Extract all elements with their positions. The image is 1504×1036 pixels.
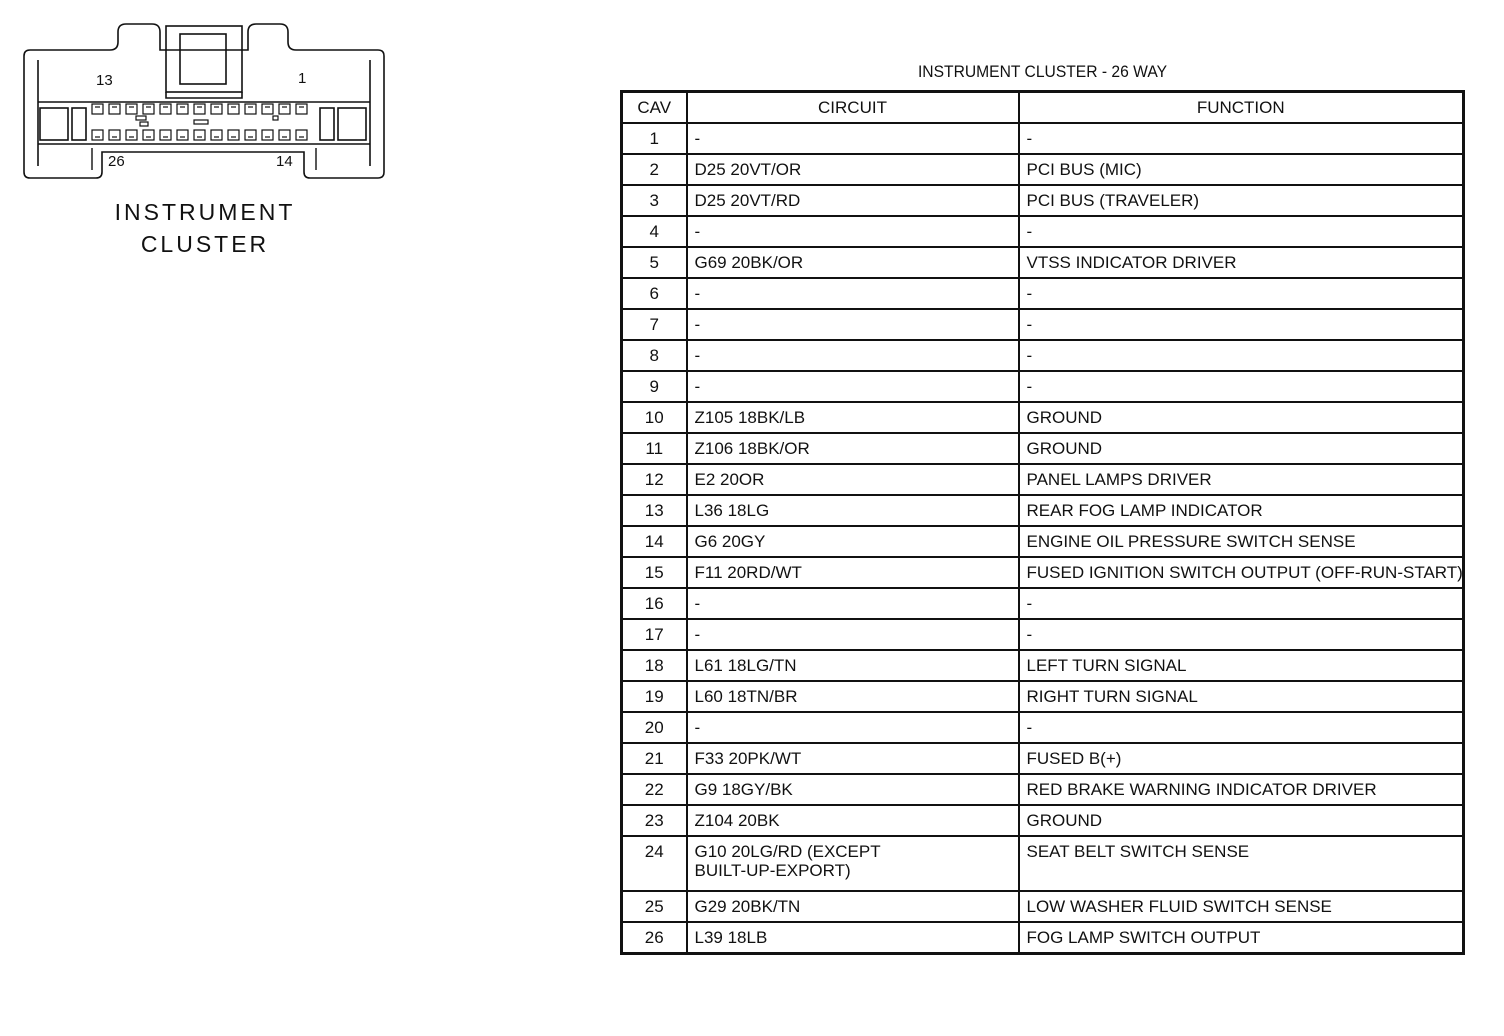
table-row — [622, 371, 1464, 402]
header-circuit: CIRCUIT — [687, 92, 1019, 124]
cell-cav: 14 — [622, 526, 687, 557]
connector-cavity — [109, 104, 120, 114]
cell-cav: 4 — [622, 216, 687, 247]
table-row — [622, 774, 1464, 805]
cell-function: - — [1019, 309, 1464, 340]
connector-diagram — [18, 20, 388, 190]
connector-cavity — [245, 104, 256, 114]
table-row — [622, 650, 1464, 681]
cell-function: GROUND — [1019, 433, 1464, 464]
table-row — [622, 123, 1464, 154]
cell-cav: 7 — [622, 309, 687, 340]
header-cav: CAV — [622, 92, 687, 124]
pin-label-1: 1 — [298, 70, 307, 87]
cell-circuit: - — [687, 588, 1019, 619]
cell-function: - — [1019, 340, 1464, 371]
cell-circuit: F33 20PK/WT — [687, 743, 1019, 774]
pin-label-14: 14 — [276, 153, 293, 170]
table-row — [622, 154, 1464, 185]
cell-circuit: L61 18LG/TN — [687, 650, 1019, 681]
table-row — [622, 402, 1464, 433]
connector-cavity — [160, 130, 171, 140]
cell-function: - — [1019, 278, 1464, 309]
cell-function: FUSED IGNITION SWITCH OUTPUT (OFF-RUN-START) — [1019, 557, 1464, 588]
cell-function: - — [1019, 123, 1464, 154]
table-row — [622, 557, 1464, 588]
connector-cavity — [109, 130, 120, 140]
cell-cav: 17 — [622, 619, 687, 650]
cell-cav: 18 — [622, 650, 687, 681]
cell-function: - — [1019, 371, 1464, 402]
table-row — [622, 309, 1464, 340]
cell-circuit: L39 18LB — [687, 922, 1019, 954]
connector-cavity — [194, 130, 205, 140]
cell-cav: 12 — [622, 464, 687, 495]
cell-circuit: G9 18GY/BK — [687, 774, 1019, 805]
table-row — [622, 805, 1464, 836]
connector-cavity — [262, 130, 273, 140]
cell-circuit: E2 20OR — [687, 464, 1019, 495]
connector-cavity — [143, 104, 154, 114]
connector-label-line-1: INSTRUMENT — [114, 199, 296, 225]
table-row — [622, 185, 1464, 216]
cell-cav: 2 — [622, 154, 687, 185]
connector-cavity — [92, 104, 103, 114]
cell-cav: 3 — [622, 185, 687, 216]
cell-circuit: G69 20BK/OR — [687, 247, 1019, 278]
cell-circuit: Z106 18BK/OR — [687, 433, 1019, 464]
connector-cavity — [296, 130, 307, 140]
connector-cavity — [177, 130, 188, 140]
cell-function: LOW WASHER FLUID SWITCH SENSE — [1019, 891, 1464, 922]
cell-function: RIGHT TURN SIGNAL — [1019, 681, 1464, 712]
table-row — [622, 278, 1464, 309]
cell-circuit: - — [687, 309, 1019, 340]
header-function: FUNCTION — [1019, 92, 1464, 124]
cell-circuit: G6 20GY — [687, 526, 1019, 557]
cell-cav: 9 — [622, 371, 687, 402]
connector-cavity — [126, 130, 137, 140]
pin-label-26: 26 — [108, 153, 125, 170]
table-row — [622, 526, 1464, 557]
cell-function: REAR FOG LAMP INDICATOR — [1019, 495, 1464, 526]
table-row — [622, 495, 1464, 526]
cell-cav: 5 — [622, 247, 687, 278]
table-title: INSTRUMENT CLUSTER - 26 WAY — [917, 62, 1168, 81]
table-row — [622, 340, 1464, 371]
connector-cavity — [211, 104, 222, 114]
table-row — [622, 922, 1464, 954]
cell-cav: 19 — [622, 681, 687, 712]
cell-cav: 26 — [622, 922, 687, 954]
cell-function: GROUND — [1019, 805, 1464, 836]
cell-cav: 21 — [622, 743, 687, 774]
cell-cav: 6 — [622, 278, 687, 309]
table-row — [622, 836, 1464, 891]
cell-function: FUSED B(+) — [1019, 743, 1464, 774]
cell-cav: 22 — [622, 774, 687, 805]
connector-cavity — [194, 104, 205, 114]
cell-function: VTSS INDICATOR DRIVER — [1019, 247, 1464, 278]
connector-latch — [166, 26, 242, 92]
cell-cav: 20 — [622, 712, 687, 743]
connector-cavity — [92, 130, 103, 140]
cell-function: PANEL LAMPS DRIVER — [1019, 464, 1464, 495]
connector-cavity — [279, 130, 290, 140]
cell-circuit: L36 18LG — [687, 495, 1019, 526]
cell-cav: 25 — [622, 891, 687, 922]
cell-function: LEFT TURN SIGNAL — [1019, 650, 1464, 681]
connector-cavity — [126, 104, 137, 114]
cell-function: - — [1019, 712, 1464, 743]
pin-table — [620, 90, 1465, 955]
cell-circuit: - — [687, 619, 1019, 650]
cell-function: - — [1019, 588, 1464, 619]
connector-cavity — [211, 130, 222, 140]
table-row — [622, 433, 1464, 464]
table-row — [622, 247, 1464, 278]
table-header-row — [622, 92, 1464, 124]
table-row — [622, 891, 1464, 922]
connector-cavity — [245, 130, 256, 140]
cell-circuit: - — [687, 371, 1019, 402]
cell-function: PCI BUS (TRAVELER) — [1019, 185, 1464, 216]
cell-circuit — [687, 836, 1019, 891]
cell-cav: 23 — [622, 805, 687, 836]
cell-cav: 16 — [622, 588, 687, 619]
cell-cav: 15 — [622, 557, 687, 588]
cell-function: FOG LAMP SWITCH OUTPUT — [1019, 922, 1464, 954]
table-row — [622, 743, 1464, 774]
cell-circuit-line: G10 20LG/RD (EXCEPT — [694, 842, 881, 861]
cell-circuit: Z105 18BK/LB — [687, 402, 1019, 433]
connector-cavity — [279, 104, 290, 114]
cell-circuit: - — [687, 278, 1019, 309]
cell-cav: 11 — [622, 433, 687, 464]
table-row — [622, 619, 1464, 650]
connector-cavity — [160, 104, 171, 114]
cell-circuit: L60 18TN/BR — [687, 681, 1019, 712]
cell-function: ENGINE OIL PRESSURE SWITCH SENSE — [1019, 526, 1464, 557]
connector-cavity — [296, 104, 307, 114]
cell-cav: 1 — [622, 123, 687, 154]
cell-circuit: - — [687, 340, 1019, 371]
table-row — [622, 464, 1464, 495]
table-row — [622, 588, 1464, 619]
table-row — [622, 216, 1464, 247]
connector-cavity — [262, 104, 273, 114]
cell-cav: 8 — [622, 340, 687, 371]
cell-circuit: - — [687, 712, 1019, 743]
table-row — [622, 712, 1464, 743]
cell-function: - — [1019, 619, 1464, 650]
connector-cavity — [177, 104, 188, 114]
connector-outline — [24, 24, 384, 178]
cell-function: RED BRAKE WARNING INDICATOR DRIVER — [1019, 774, 1464, 805]
cell-cav: 24 — [622, 836, 687, 891]
cell-function: GROUND — [1019, 402, 1464, 433]
cell-cav: 13 — [622, 495, 687, 526]
cell-function: PCI BUS (MIC) — [1019, 154, 1464, 185]
cell-circuit: G29 20BK/TN — [687, 891, 1019, 922]
cell-circuit: Z104 20BK — [687, 805, 1019, 836]
cell-circuit: - — [687, 123, 1019, 154]
cell-function: - — [1019, 216, 1464, 247]
cell-circuit: - — [687, 216, 1019, 247]
cell-circuit: D25 20VT/OR — [687, 154, 1019, 185]
connector-cavity — [228, 130, 239, 140]
cell-circuit: F11 20RD/WT — [687, 557, 1019, 588]
connector-label-line-2: CLUSTER — [140, 231, 270, 257]
connector-cavity — [143, 130, 154, 140]
connector-cavity — [228, 104, 239, 114]
table-row — [622, 681, 1464, 712]
connector-label — [105, 196, 305, 260]
cell-cav: 10 — [622, 402, 687, 433]
cell-circuit-line: BUILT-UP-EXPORT) — [694, 861, 851, 880]
cell-circuit: D25 20VT/RD — [687, 185, 1019, 216]
cell-function: SEAT BELT SWITCH SENSE — [1019, 836, 1464, 891]
pin-label-13: 13 — [96, 72, 113, 89]
